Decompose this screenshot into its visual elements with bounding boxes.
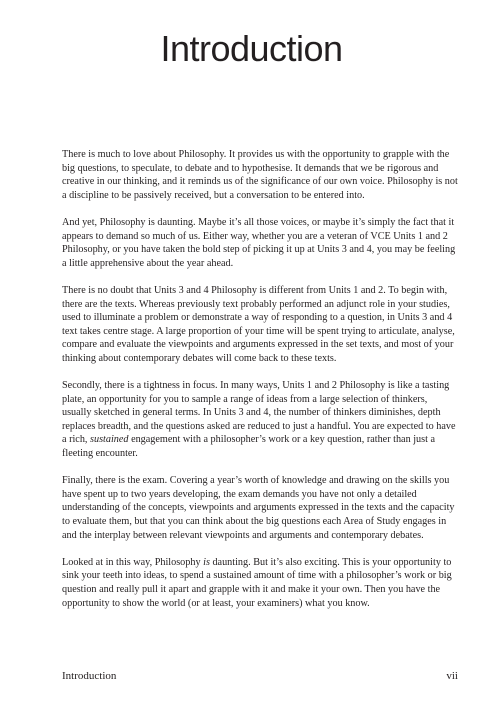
paragraph-4-text-a: Secondly, there is a tightness in focus. In many ways, Units 1 and 2 Philosophy is like a tasting plate, an opportunity for you to sample a range of ideas from a large selection of thinkers, usually sketched in general terms. In Units 3 and 4, the number of thinkers diminishes, depth replaces breadth, and the questions asked are reduced to just a handful. You are expected to have a rich, (62, 380, 456, 446)
paragraph-3 (62, 284, 458, 366)
paragraph-6 (62, 556, 458, 610)
paragraph-5-text: Finally, there is the exam. Covering a year’s worth of knowledge and drawing on the skills you have spent up to two years developing, the exam demands you have not only a detailed understanding of the concepts, viewpoints and arguments expressed in the texts and the capacity to evaluate them, but that you can think about the big questions each Area of Study engages in and the interplay between relevant viewpoints and arguments and contemporary debates. (62, 475, 455, 541)
paragraph-2 (62, 216, 458, 270)
body-text (62, 148, 458, 624)
paragraph-1-text: There is much to love about Philosophy. It provides us with the opportunity to grapple with the big questions, to speculate, to debate and to hypothesise. It demands that we be rigorous and creative in our thinking, and it reminds us of the significance of our own voice. Philosophy is not a discipline to be passively received, but a conversation to be entered into. (62, 149, 458, 201)
paragraph-4-emphasis: sustained (90, 434, 129, 446)
paragraph-6-emphasis: is (203, 556, 210, 568)
paragraph-2-text: And yet, Philosophy is daunting. Maybe it’s all those voices, or maybe it’s simply the fact that it appears to demand so much of us. Either way, whether you are a veteran of VCE Units 1 and 2 Philosophy, or you have taken the bold step of picking it up at Units 3 and 4, you may be feeling a little apprehensive about the year ahead. (62, 216, 456, 269)
paragraph-3-text: There is no doubt that Units 3 and 4 Philosophy is different from Units 1 and 2. To begin with, there are the texts. Whereas previously text probably performed an adjunct role in your studies, used to illuminate a problem or demonstrate a way of responding to a question, in Units 3 and 4 text takes centre stage. A large proportion of your time will be spent trying to articulate, analyse, compare and evaluate the viewpoints and arguments expressed in the set texts, and most of your thinking about contemporary debates will come back to these texts. (62, 284, 455, 364)
page-title: Introduction (160, 28, 343, 69)
paragraph-5 (62, 474, 458, 542)
page-footer (62, 670, 458, 684)
paragraph-6-text-b: daunting. But it’s also exciting. This is your opportunity to sink your teeth into ideas, to spend a sustained amount of time with a philosopher’s work or big question and really pull it apart and grapple with it and make it your own. Then you have the opportunity to show the world (or at least, your examiners) what you know. (62, 556, 452, 609)
footer-section-label: Introduction (62, 670, 117, 682)
footer-page-number: vii (446, 670, 458, 682)
paragraph-1 (62, 148, 458, 202)
paragraph-6-text-a: Looked at in this way, Philosophy (62, 556, 204, 568)
paragraph-4-text-b: engagement with a philosopher’s work or a key question, rather than just a fleeting encounter. (62, 434, 436, 460)
paragraph-4 (62, 379, 458, 461)
